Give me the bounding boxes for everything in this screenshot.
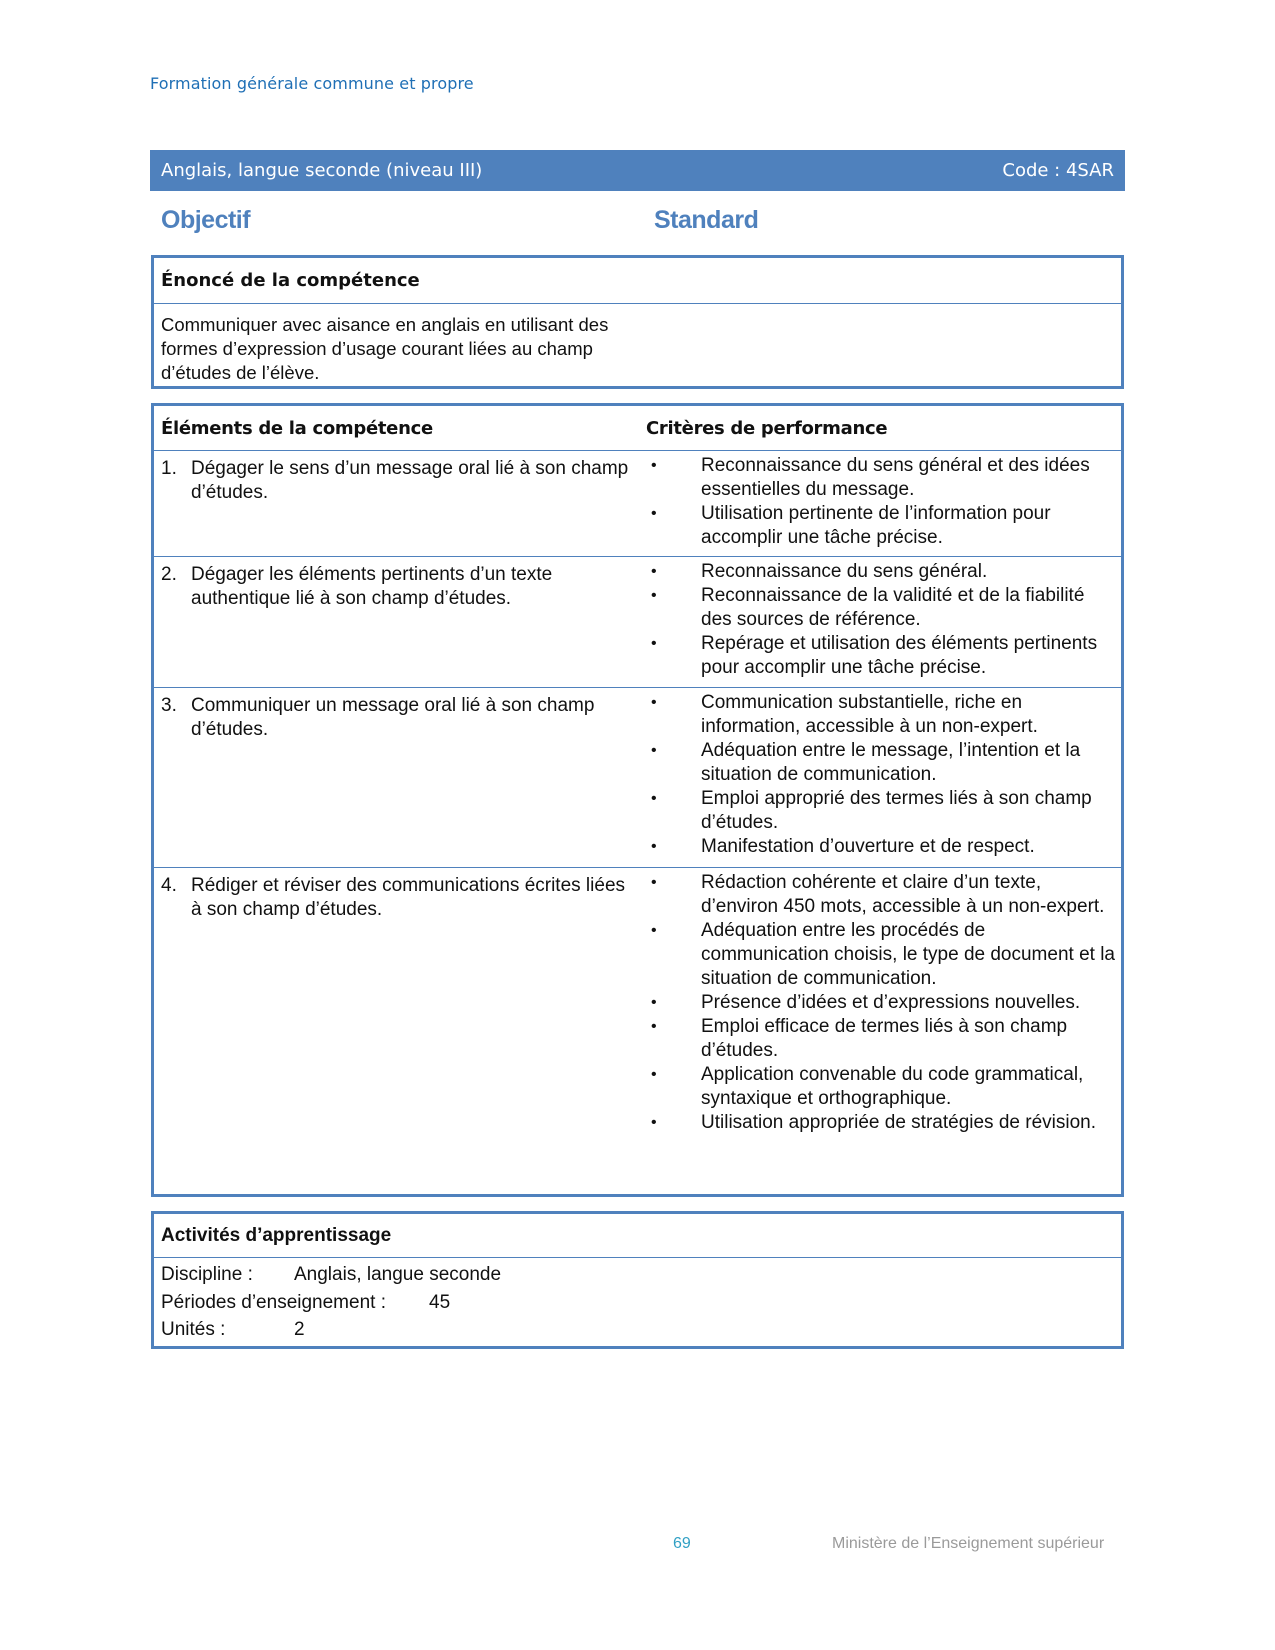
- units-line: [161, 1316, 1121, 1344]
- table-row: [154, 688, 1121, 868]
- criterion-item: • Manifestation d’ouverture et de respect.: [646, 835, 1117, 859]
- criterion-item: • Reconnaissance du sens général et des idées essentielles du message.: [646, 454, 1117, 502]
- criterion-item: • Rédaction cohérente et claire d’un texte, d’environ 450 mots, accessible à un non-expert.: [646, 871, 1117, 919]
- bullet-icon: •: [651, 1018, 657, 1035]
- discipline-value: Anglais, langue seconde: [294, 1264, 502, 1285]
- table-row: [154, 868, 1121, 1197]
- table-row: [154, 451, 1121, 557]
- periods-value: 45: [429, 1291, 451, 1313]
- element-text: Dégager le sens d’un message oral lié à son champ d’études.: [191, 458, 629, 503]
- discipline-label: Discipline :: [161, 1264, 253, 1285]
- activities-heading: Activités d’apprentissage: [154, 1214, 1121, 1258]
- criterion-item: • Adéquation entre les procédés de communication choisis, le type de document et la situation de communication.: [646, 919, 1117, 991]
- course-title: Anglais, langue seconde (niveau III): [161, 160, 483, 181]
- bullet-icon: •: [651, 587, 657, 604]
- criterion-item: • Communication substantielle, riche en information, accessible à un non-expert.: [646, 691, 1117, 739]
- bullet-icon: •: [651, 790, 657, 807]
- criterion-item: • Adéquation entre le message, l’intention et la situation de communication.: [646, 739, 1117, 787]
- column-header-criteria: Critères de performance: [646, 418, 888, 439]
- units-value: 2: [294, 1319, 305, 1340]
- table-row: [154, 557, 1121, 688]
- element-number: 2.: [161, 564, 177, 585]
- standard-label: Standard: [654, 206, 759, 234]
- element-text: Communiquer un message oral lié à son champ d’études.: [191, 695, 595, 740]
- bullet-icon: •: [651, 635, 657, 652]
- element-text: Dégager les éléments pertinents d’un texte authentique lié à son champ d’études.: [191, 564, 553, 609]
- criterion-item: • Présence d’idées et d’expressions nouvelles.: [646, 991, 1117, 1015]
- bullet-icon: •: [651, 1066, 657, 1083]
- bullet-icon: •: [651, 994, 657, 1011]
- criterion-item: • Application convenable du code grammatical, syntaxique et orthographique.: [646, 1063, 1117, 1111]
- bullet-icon: •: [651, 922, 657, 939]
- element-number: 4.: [161, 875, 177, 896]
- units-label: Unités :: [161, 1319, 226, 1340]
- objective-label: Objectif: [161, 206, 251, 234]
- competence-statement-box: [151, 255, 1124, 389]
- column-header-elements: Éléments de la compétence: [161, 418, 433, 439]
- criterion-item: • Utilisation pertinente de l’information pour accomplir une tâche précise.: [646, 502, 1117, 550]
- bullet-icon: •: [651, 457, 657, 474]
- bullet-icon: •: [651, 694, 657, 711]
- element-text: Rédiger et réviser des communications écrites liées à son champ d’études.: [191, 875, 626, 920]
- bullet-icon: •: [651, 505, 657, 522]
- criterion-item: • Reconnaissance de la validité et de la fiabilité des sources de référence.: [646, 584, 1117, 632]
- bullet-icon: •: [651, 742, 657, 759]
- criterion-item: • Emploi efficace de termes liés à son champ d’études.: [646, 1015, 1117, 1063]
- competence-statement: Communiquer avec aisance en anglais en utilisant des formes d’expression d’usage courant liées au champ d’études de l’élève.: [161, 314, 609, 383]
- element-number: 3.: [161, 695, 177, 716]
- table-header: [154, 406, 1121, 451]
- bullet-icon: •: [651, 1114, 657, 1131]
- periods-label: Périodes d’enseignement :: [161, 1291, 386, 1313]
- running-head: Formation générale commune et propre: [150, 74, 474, 93]
- course-code: Code : 4SAR: [1002, 160, 1114, 181]
- bullet-icon: •: [651, 563, 657, 580]
- competence-heading: Énoncé de la compétence: [154, 258, 1121, 304]
- criterion-item: • Emploi approprié des termes liés à son champ d’études.: [646, 787, 1117, 835]
- periods-line: [161, 1289, 1121, 1317]
- course-title-bar: [150, 150, 1125, 193]
- page-number: 69: [673, 1535, 691, 1552]
- criterion-item: • Reconnaissance du sens général.: [646, 560, 1117, 584]
- criterion-item: • Utilisation appropriée de stratégies de révision.: [646, 1111, 1117, 1135]
- bullet-icon: •: [651, 838, 657, 855]
- footer-organization: Ministère de l’Enseignement supérieur: [832, 1535, 1105, 1552]
- learning-activities-box: [151, 1211, 1124, 1349]
- discipline-line: [161, 1261, 1121, 1289]
- element-number: 1.: [161, 458, 177, 479]
- bullet-icon: •: [651, 874, 657, 891]
- elements-criteria-table: [151, 403, 1124, 1197]
- section-labels: [150, 206, 1125, 242]
- criterion-item: • Repérage et utilisation des éléments pertinents pour accomplir une tâche précise.: [646, 632, 1117, 680]
